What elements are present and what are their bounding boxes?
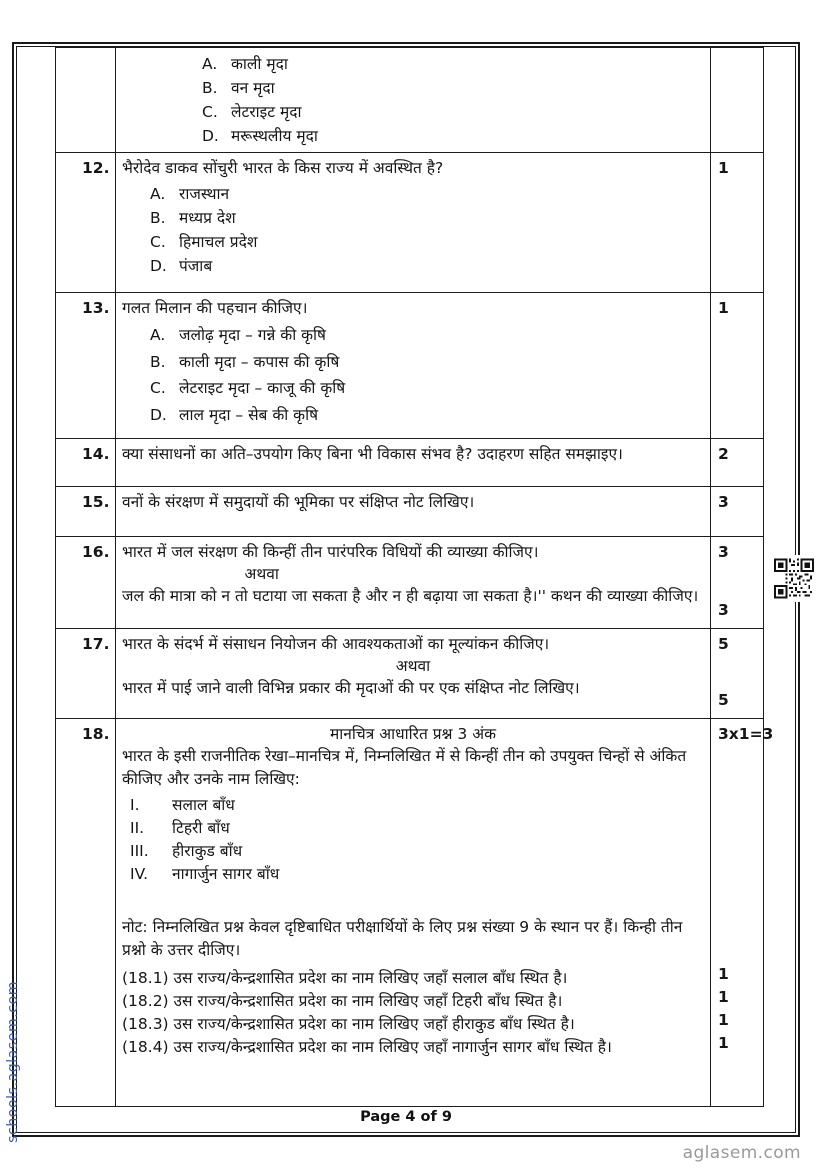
marks-value-18-2: 1 xyxy=(718,988,729,1006)
question-number: 13. xyxy=(56,293,116,439)
option-d xyxy=(202,124,704,148)
or-separator: अथवा xyxy=(395,657,431,675)
question-content xyxy=(116,537,711,629)
question-text: भैरोदेव डाकव सोंचुरी भारत के किस राज्य में अवस्थित है? xyxy=(122,159,444,177)
sub-question-18-2: (18.2) उस राज्य/केन्द्रशासित प्रदेश का नाम लिखिए जहाँ टिहरी बाँध स्थित है। xyxy=(122,992,563,1010)
map-question-title: मानचित्र आधारित प्रश्न 3 अंक xyxy=(330,725,496,743)
qr-code-icon xyxy=(774,555,814,602)
item-numeral: III. xyxy=(130,842,149,860)
option-a xyxy=(202,52,704,76)
marks-value: 1 xyxy=(718,299,729,317)
marks-value-18-3: 1 xyxy=(718,1011,729,1029)
question-text: क्या संसाधनों का अति–उपयोग किए बिना भी विकास संभव है? उदाहरण सहित समझाइए। xyxy=(122,445,623,463)
question-content xyxy=(116,487,711,537)
marks-value-first: 3 xyxy=(718,543,729,561)
option-text: लाल मृदा – सेब की कृषि xyxy=(179,405,319,424)
sub-question-18-1: (18.1) उस राज्य/केन्द्रशासित प्रदेश का नाम लिखिए जहाँ सलाल बाँध स्थित है। xyxy=(122,969,568,987)
map-item-3 xyxy=(130,840,704,863)
question-number: 16. xyxy=(56,537,116,629)
option-c xyxy=(202,100,704,124)
marks-value-18-4: 1 xyxy=(718,1034,729,1052)
question-content xyxy=(116,719,711,1107)
marks-value: 3x1=3 xyxy=(718,725,774,743)
question-text: वनों के संरक्षण में समुदायों की भूमिका पर संक्षिप्त नोट लिखिए। xyxy=(122,493,475,511)
item-text: सलाल बाँध xyxy=(172,796,235,814)
option-text: लेटराइट मृदा xyxy=(231,103,302,121)
option-text: मध्यप्र देश xyxy=(179,209,236,227)
option-text: पंजाब xyxy=(179,257,213,275)
option-label: A. xyxy=(150,185,166,203)
question-content xyxy=(116,153,711,293)
marks-cell xyxy=(711,293,764,439)
marks-cell xyxy=(711,487,764,537)
map-item-2 xyxy=(130,817,704,840)
marks-cell xyxy=(711,439,764,487)
question-number: 15. xyxy=(56,487,116,537)
marks-value-alternative: 3 xyxy=(718,601,729,619)
option-a xyxy=(150,322,704,349)
item-numeral: II. xyxy=(130,819,145,837)
visually-impaired-note: नोट: निम्नलिखित प्रश्न केवल दृष्टिबाधित परीक्षार्थियों के लिए प्रश्न संख्या 9 के स्थान पर हैं। किन्ही तीन प्रश्नो के उत्तर दीजिए। xyxy=(122,918,683,959)
option-c xyxy=(150,375,704,402)
marks-value: 3 xyxy=(718,493,729,511)
option-label: D. xyxy=(202,127,219,145)
item-text: नागार्जुन सागर बाँध xyxy=(172,865,280,883)
page-footer: Page 4 of 9 xyxy=(360,1109,452,1125)
option-d xyxy=(150,402,704,429)
option-d xyxy=(150,254,704,278)
option-label: D. xyxy=(150,257,167,275)
option-text: वन मृदा xyxy=(231,79,275,97)
marks-cell xyxy=(711,537,764,629)
option-b xyxy=(150,349,704,376)
question-number: 12. xyxy=(56,153,116,293)
question-number: 18. xyxy=(56,719,116,1107)
option-label: D. xyxy=(150,405,167,424)
option-text: लेटराइट मृदा – काजू की कृषि xyxy=(179,379,346,397)
question-text-first: भारत में जल संरक्षण की किन्हीं तीन पारंपरिक विधियों की व्याख्या कीजिए। xyxy=(122,543,539,561)
watermark-right: aglasem.com xyxy=(682,1143,801,1163)
item-numeral: IV. xyxy=(130,865,149,883)
marks-cell xyxy=(711,629,764,719)
option-label: B. xyxy=(202,79,218,97)
option-label: C. xyxy=(150,379,166,397)
option-c xyxy=(150,230,704,254)
item-text: हीराकुड बाँध xyxy=(172,842,243,860)
map-question-intro: भारत के इसी राजनीतिक रेखा–मानचित्र में, निम्नलिखित में से किन्हीं तीन को उपयुक्त चिन्हों से अंकित कीजिए और उनके नाम लिखिए: xyxy=(122,747,687,788)
option-label: A. xyxy=(202,55,218,73)
marks-value-first: 5 xyxy=(718,635,729,653)
sub-question-18-3: (18.3) उस राज्य/केन्द्रशासित प्रदेश का नाम लिखिए जहाँ हीराकुड बाँध स्थित है। xyxy=(122,1015,575,1033)
question-text-first: भारत के संदर्भ में संसाधन नियोजन की आवश्यकताओं का मूल्यांकन कीजिए। xyxy=(122,635,550,653)
marks-cell xyxy=(711,48,764,153)
question-row-11-continuation xyxy=(56,48,764,153)
page-frame-inner xyxy=(16,46,796,1133)
option-text: हिमाचल प्रदेश xyxy=(179,233,258,251)
question-row-14 xyxy=(56,439,764,487)
map-item-4 xyxy=(130,863,704,886)
marks-value: 1 xyxy=(718,159,729,177)
marks-value-18-1: 1 xyxy=(718,965,729,983)
question-row-12 xyxy=(56,153,764,293)
question-text-alternative: भारत में पाई जाने वाली विभिन्न प्रकार की मृदाओं की पर एक संक्षिप्त नोट लिखिए। xyxy=(122,679,580,697)
question-row-16 xyxy=(56,537,764,629)
item-text: टिहरी बाँध xyxy=(172,819,230,837)
question-table xyxy=(55,47,774,1107)
option-text: राजस्थान xyxy=(179,185,230,203)
marks-value: 2 xyxy=(718,445,729,463)
qr-code xyxy=(774,555,814,602)
question-text: गलत मिलान की पहचान कीजिए। xyxy=(122,299,308,317)
question-row-15 xyxy=(56,487,764,537)
option-text: काली मृदा xyxy=(231,55,288,73)
option-text: काली मृदा – कपास की कृषि xyxy=(179,352,340,371)
page-frame xyxy=(12,42,800,1137)
option-label: A. xyxy=(150,326,166,344)
option-a xyxy=(150,182,704,206)
watermark-left: schools.aglasem.com xyxy=(5,981,21,1143)
question-number: 17. xyxy=(56,629,116,719)
marks-cell xyxy=(711,153,764,293)
question-row-17 xyxy=(56,629,764,719)
question-number xyxy=(56,48,116,153)
map-item-1 xyxy=(130,794,704,817)
option-b xyxy=(202,76,704,100)
sub-question-marks xyxy=(718,963,729,1055)
or-separator: अथवा xyxy=(244,565,279,583)
question-text-alternative: जल की मात्रा को न तो घटाया जा सकता है और न ही बढ़ाया जा सकता है।'' कथन की व्याख्या कीजिए। xyxy=(122,587,699,605)
option-label: B. xyxy=(150,209,166,227)
question-row-18 xyxy=(56,719,764,1107)
marks-cell xyxy=(711,719,774,1107)
question-number: 14. xyxy=(56,439,116,487)
option-text: मरूस्थलीय मृदा xyxy=(231,127,318,145)
marks-value-alternative: 5 xyxy=(718,691,729,709)
question-content xyxy=(116,48,711,153)
question-content xyxy=(116,439,711,487)
question-row-13 xyxy=(56,293,764,439)
option-b xyxy=(150,206,704,230)
option-text: जलोढ़ मृदा – गन्ने की कृषि xyxy=(179,326,327,344)
item-numeral: I. xyxy=(130,796,140,814)
option-label: C. xyxy=(150,233,166,251)
question-content xyxy=(116,629,711,719)
option-label: C. xyxy=(202,103,218,121)
question-content xyxy=(116,293,711,439)
option-label: B. xyxy=(150,352,166,371)
sub-question-18-4: (18.4) उस राज्य/केन्द्रशासित प्रदेश का नाम लिखिए जहाँ नागार्जुन सागर बाँध स्थित है। xyxy=(122,1038,612,1056)
